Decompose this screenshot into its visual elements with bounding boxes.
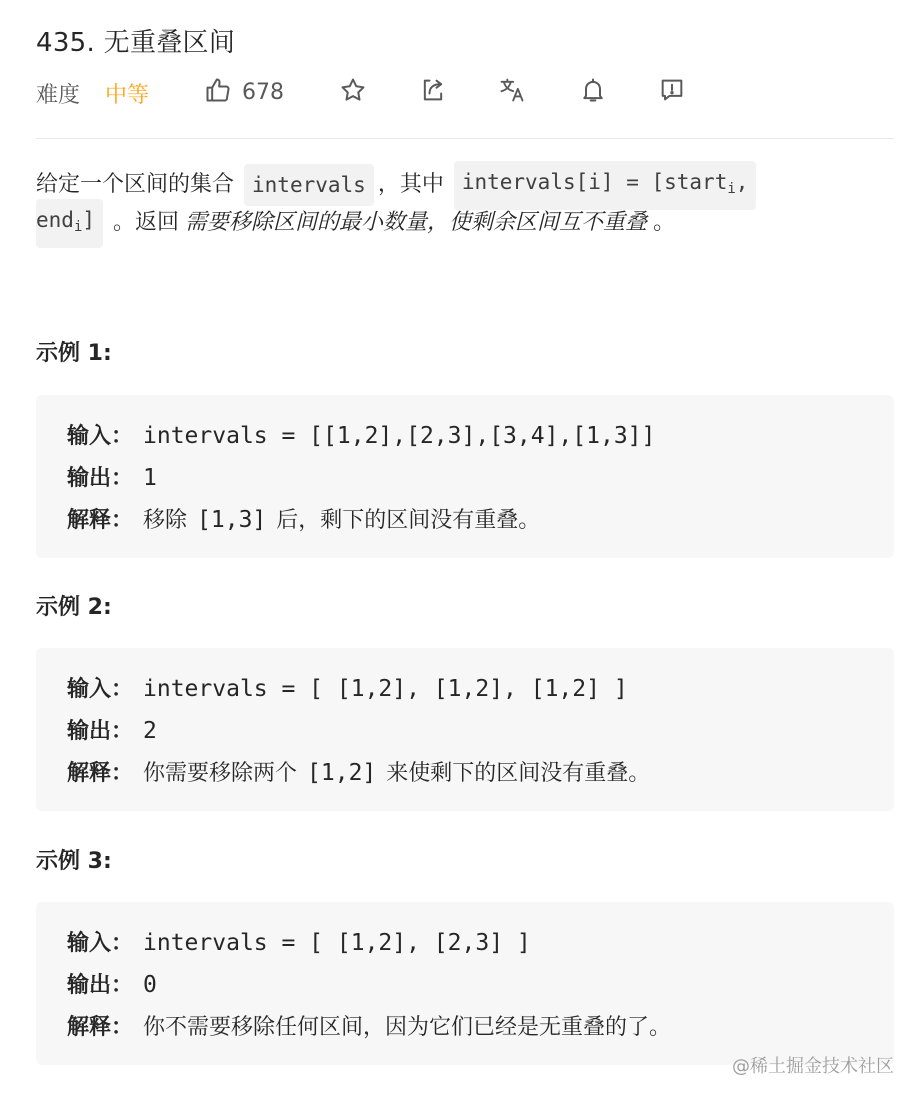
difficulty-badge: 中等 [105,83,150,108]
thumbs-up-icon [204,76,232,108]
inline-code: end$_i$] [36,199,103,248]
feedback-icon [658,76,686,108]
example-title: 示例 1: [36,341,112,366]
share-icon [419,76,447,108]
example-output: 输出： 2 [67,718,157,744]
example-explanation: 解释： 移除 [1,3] 后，剩下的区间没有重叠。 [67,507,541,533]
example-title: 示例 3: [36,849,112,874]
example-block [36,902,894,1065]
translate-button[interactable] [498,74,526,110]
feedback-button[interactable] [658,74,686,110]
inline-code: intervals [244,164,374,206]
difficulty-label: 难度 [36,83,81,108]
like-button[interactable] [204,74,284,110]
star-icon [339,76,367,108]
share-button[interactable] [419,74,447,110]
example-input: 输入： intervals = [ [1,2], [1,2], [1,2] ] [67,676,628,702]
subscribe-button[interactable] [579,74,607,110]
problem-description: 给定一个区间的集合 intervals ，其中 intervals[i] = [start$_i$, end$_i$] 。返回 需要移除区间的最小数量，使剩余区间互不重叠 。 [36,166,894,242]
example-explanation: 解释： 你需要移除两个 [1,2] 来使剩下的区间没有重叠。 [67,760,651,786]
example-block [36,395,894,558]
watermark: @稀土掘金技术社区 [732,1056,894,1077]
example-input: 输入： intervals = [[1,2],[2,3],[3,4],[1,3]] [67,423,656,449]
translate-icon [498,76,526,108]
like-count: 678 [242,79,284,105]
example-title: 示例 2: [36,595,112,620]
example-block [36,648,894,811]
favorite-button[interactable] [339,74,367,110]
divider [36,138,894,139]
emphasis-text: 需要移除区间的最小数量，使剩余区间互不重叠 [185,210,648,235]
page-title: 435. 无重叠区间 [36,28,236,58]
example-input: 输入： intervals = [ [1,2], [2,3] ] [67,930,531,956]
bell-icon [579,76,607,108]
example-output: 输出： 1 [67,465,157,491]
problem-meta-bar [36,74,894,112]
inline-code: intervals[i] = [start$_i$, [454,161,757,210]
example-explanation: 解释： 你不需要移除任何区间，因为它们已经是无重叠的了。 [67,1015,672,1040]
example-output: 输出： 0 [67,972,157,998]
